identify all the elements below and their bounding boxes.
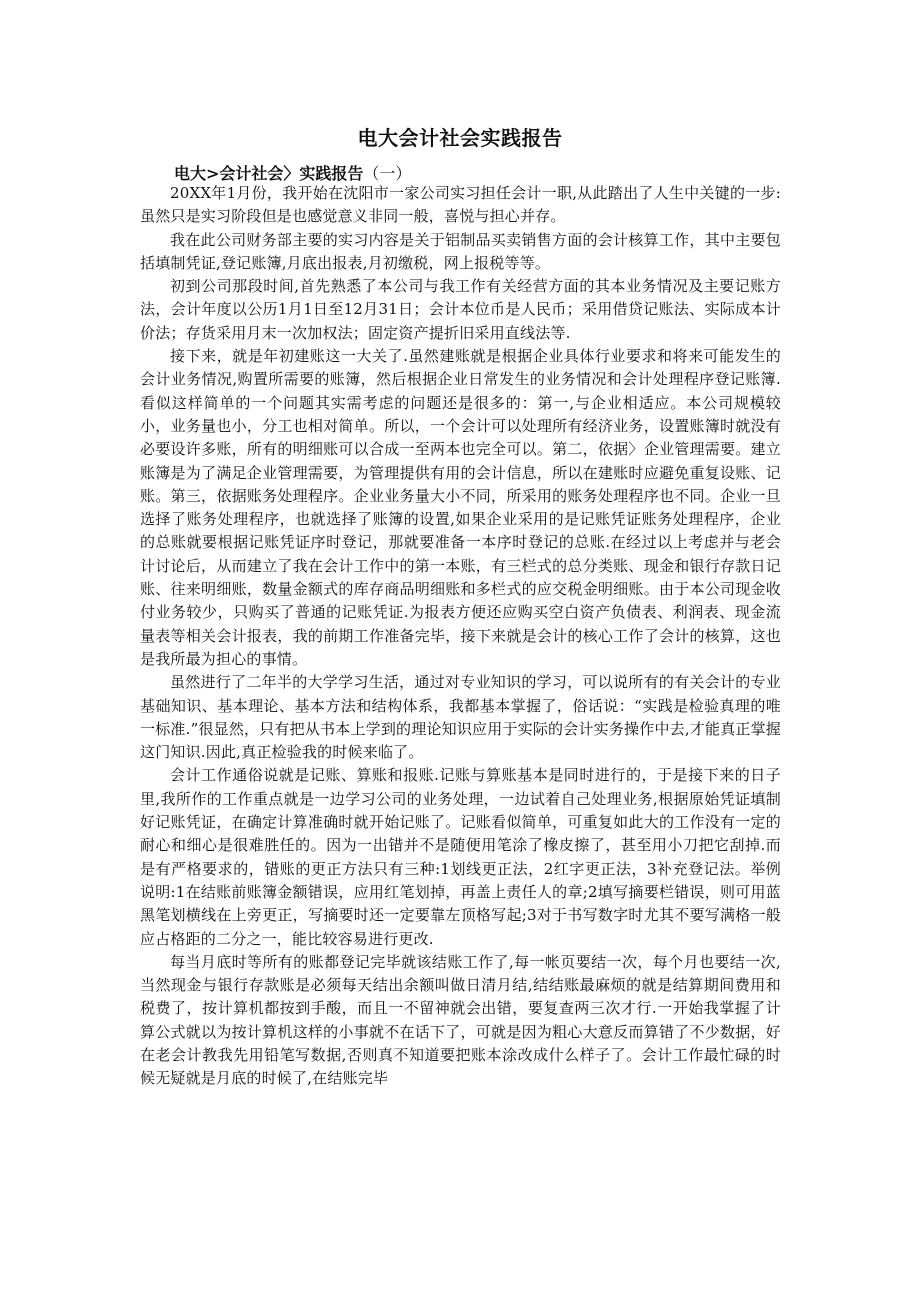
paragraph: 虽然进行了二年半的大学学习生活，通过对专业知识的学习，可以说所有的有关会计的专业基础知识、基本理论、基本方法和结构体系，我都基本掌握了，俗话说：“实践是检验真理的唯一标准.”很显然，只有把从书本上学到的理论知识应用于实际的会计实务操作中去,才能真正掌握这门知识.因此,真正检验我的时候来临了。 bbox=[140, 673, 782, 762]
paragraph: 我在此公司财务部主要的实习内容是关于铝制品买卖销售方面的会计核算工作，其中主要包括填制凭证,登记账簿,月底出报表,月初缴税，网上报税等等。 bbox=[140, 230, 781, 272]
section-heading-number: （一） bbox=[363, 164, 412, 183]
paragraph: 会计工作通俗说就是记账、算账和报账.记账与算账基本是同时进行的，于是接下来的日子里,我所作的工作重点就是一边学习公司的业务处理，一边试着自己处理业务,根据原始凭证填制好记账凭证，在确定计算准确时就开始记账了。记账看似简单，可重复如此大的工作没有一定的耐心和细心是很难胜任的。因为一出错并不是随便用笔涂了橡皮擦了，甚至用小刀把它刮掉.而是有严格要求的，错账的更正方法只有三种:1划线更正法，2红字更正法，3补充登记法。举例说明:1在结账前账簿金额错误，应用红笔划掉，再盖上责任人的章;2填写摘要栏错误，则可用蓝黑笔划横线在上旁更正，写摘要时还一定要靠左顶格写起;3对于书写数字时尤其不要写满格一般应占格距的二分之一，能比较容易进行更改. bbox=[140, 766, 781, 948]
section-heading-text: 电大>会计社会〉实践报告 bbox=[174, 164, 364, 183]
section-heading bbox=[174, 161, 411, 184]
paragraph: 初到公司那段时间,首先熟悉了本公司与我工作有关经营方面的其本业务情况及主要记账方法，会计年度以公历1月1日至12月31日；会计本位币是人民币；采用借贷记账法、实际成本计价法；存货采用月末一次加权法；固定资产提折旧采用直线法等. bbox=[140, 277, 781, 342]
document-title: 电大会计社会实践报告 bbox=[357, 126, 563, 150]
paragraph: 接下来，就是年初建账这一大关了.虽然建账就是根据企业具体行业要求和将来可能发生的会计业务情况,购置所需要的账簿，然后根据企业日常发生的业务情况和会计处理程序登记账簿.看似这样简单的一个问题其实需考虑的问题还是很多的：第一,与企业相适应。本公司规模较小，业务量也小，分工也相对简单。所以，一个会计可以处理所有经济业务，设置账簿时就没有必要设许多账，所有的明细账可以合成一至两本也完全可以。第二，依据〉企业管理需要。建立账簿是为了满足企业管理需要，为管理提供有用的会计信息，所以在建账时应避免重复设账、记账。第三，依据账务处理程序。企业业务量大小不同，所采用的账务处理程序也不同。企业一旦选择了账务处理程序，也就选择了账簿的设置,如果企业采用的是记账凭证账务处理程序，企业的总账就要根据记账凭证序时登记，那就要准备一本序时登记的总账.在经过以上考虑并与老会计讨论后，从而建立了我在会计工作中的第一本账，有三栏式的总分类账、现金和银行存款日记账、往来明细账，数量金额式的库存商品明细账和多栏式的应交税金明细账。由于本公司现金收付业务较少，只购买了普通的记账凭证.为报表方便还应购买空白资产负债表、利润表、现金流量表等相关会计报表，我的前期工作准备完毕，接下来就是会计的核心工作了会计的核算，这也是我所最为担心的事情。 bbox=[140, 347, 781, 668]
document-body bbox=[140, 182, 781, 1091]
paragraph: 20XX年1月份，我开始在沈阳市一家公司实习担任会计一职,从此踏出了人生中关键的一步:虽然只是实习阶段但是也感觉意义非同一般，喜悦与担心并存。 bbox=[140, 184, 781, 226]
paragraph: 每当月底时等所有的账都登记完毕就该结账工作了,每一帐页要结一次，每个月也要结一次,当然现金与银行存款账是必须每天结出余额叫做日清月结,结结账最麻烦的就是结算期间费用和税费了，按计算机都按到手酸，而且一不留神就会出错，要复查两三次才行.一开始我掌握了计算公式就以为按计算机这样的小事就不在话下了，可就是因为粗心大意反而算错了不少数据，好在老会计教我先用铅笔写数据,否则真不知道要把账本涂改成什么样子了。会计工作最忙碌的时候无疑就是月底的时候了,在结账完毕 bbox=[140, 952, 781, 1088]
